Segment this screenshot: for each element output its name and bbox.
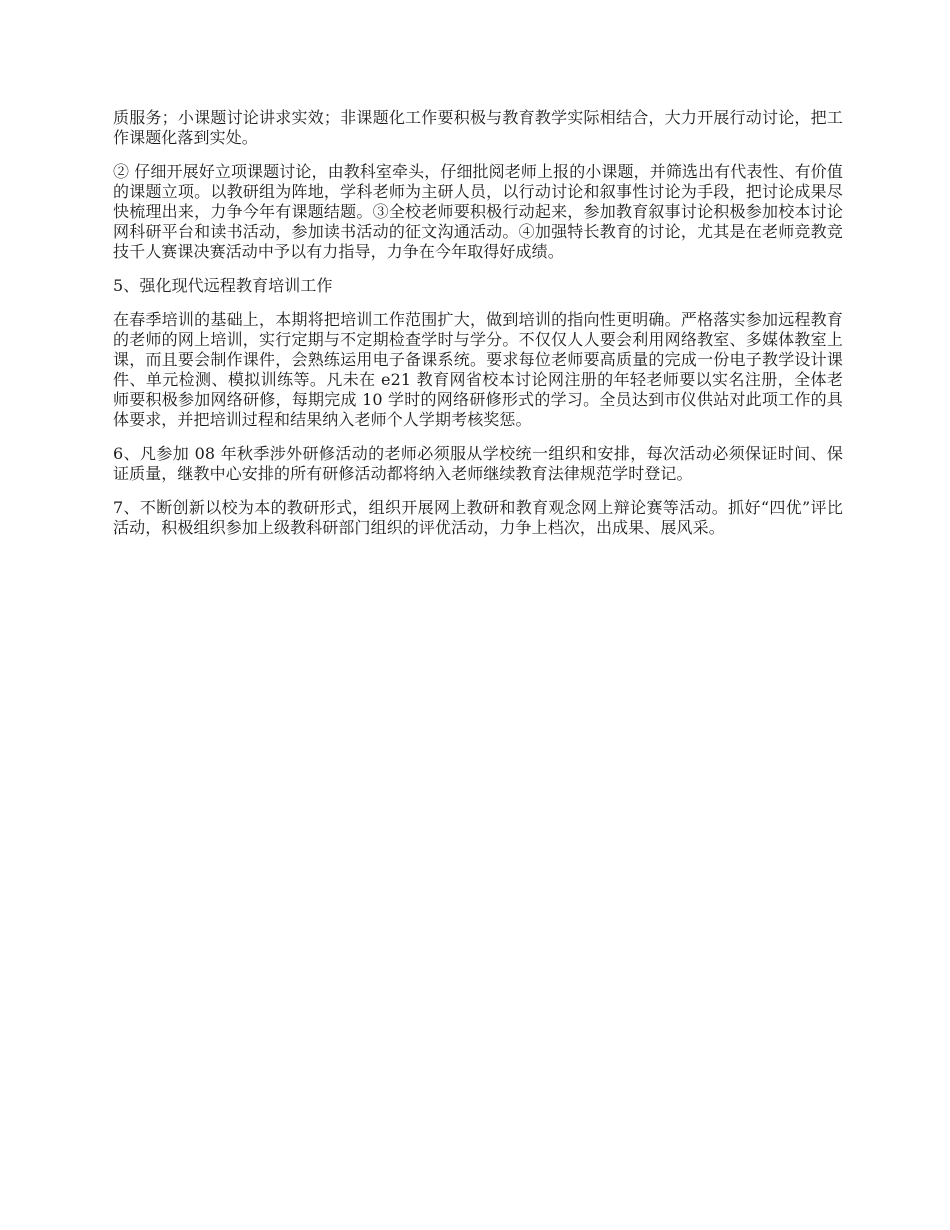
paragraph-2: ② 仔细开展好立项课题讨论，由教科室牵头，仔细批阅老师上报的小课题，并筛选出有代表性、有价值的课题立项。以教研组为阵地，学科老师为主研人员，以行动讨论和叙事性讨论为手段，把讨论成果尽快梳理出来，力争今年有课题结题。③全校老师要积极行动起来，参加教育叙事讨论积极参加校本讨论网科研平台和读书活动，参加读书活动的征文沟通活动。④加强特长教育的讨论，尤其是在老师竞教竞技千人赛课决赛活动中予以有力指导，力争在今年取得好成绩。	[113, 162, 843, 261]
document-body	[113, 108, 843, 552]
paragraph-3: 在春季培训的基础上，本期将把培训工作范围扩大，做到培训的指向性更明确。严格落实参加远程教育的老师的网上培训，实行定期与不定期检查学时与学分。不仅仅人人要会利用网络教室、多媒体教室上课，而且要会制作课件，会熟练运用电子备课系统。要求每位老师要高质量的完成一份电子教学设计课件、单元检测、模拟训练等。凡未在 e21 教育网省校本讨论网注册的年轻老师要以实名注册，全体老师要积极参加网络研修，每期完成 10 学时的网络研修形式的学习。全员达到市仪供站对此项工作的具体要求，并把培训过程和结果纳入老师个人学期考核奖惩。	[113, 310, 843, 429]
section-heading-5: 5、强化现代远程教育培训工作	[113, 276, 333, 295]
paragraph-4: 6、凡参加 08 年秋季涉外研修活动的老师必须服从学校统一组织和安排，每次活动必须保证时间、保证质量，继教中心安排的所有研修活动都将纳入老师继续教育法律规范学时登记。	[113, 444, 843, 483]
paragraph-1: 质服务；小课题讨论讲求实效；非课题化工作要积极与教育教学实际相结合，大力开展行动讨论，把工作课题化落到实处。	[113, 108, 843, 147]
paragraph-5: 7、不断创新以校为本的教研形式，组织开展网上教研和教育观念网上辩论赛等活动。抓好“四优”评比活动，积极组织参加上级教科研部门组织的评优活动，力争上档次，出成果、展风采。	[113, 498, 843, 537]
